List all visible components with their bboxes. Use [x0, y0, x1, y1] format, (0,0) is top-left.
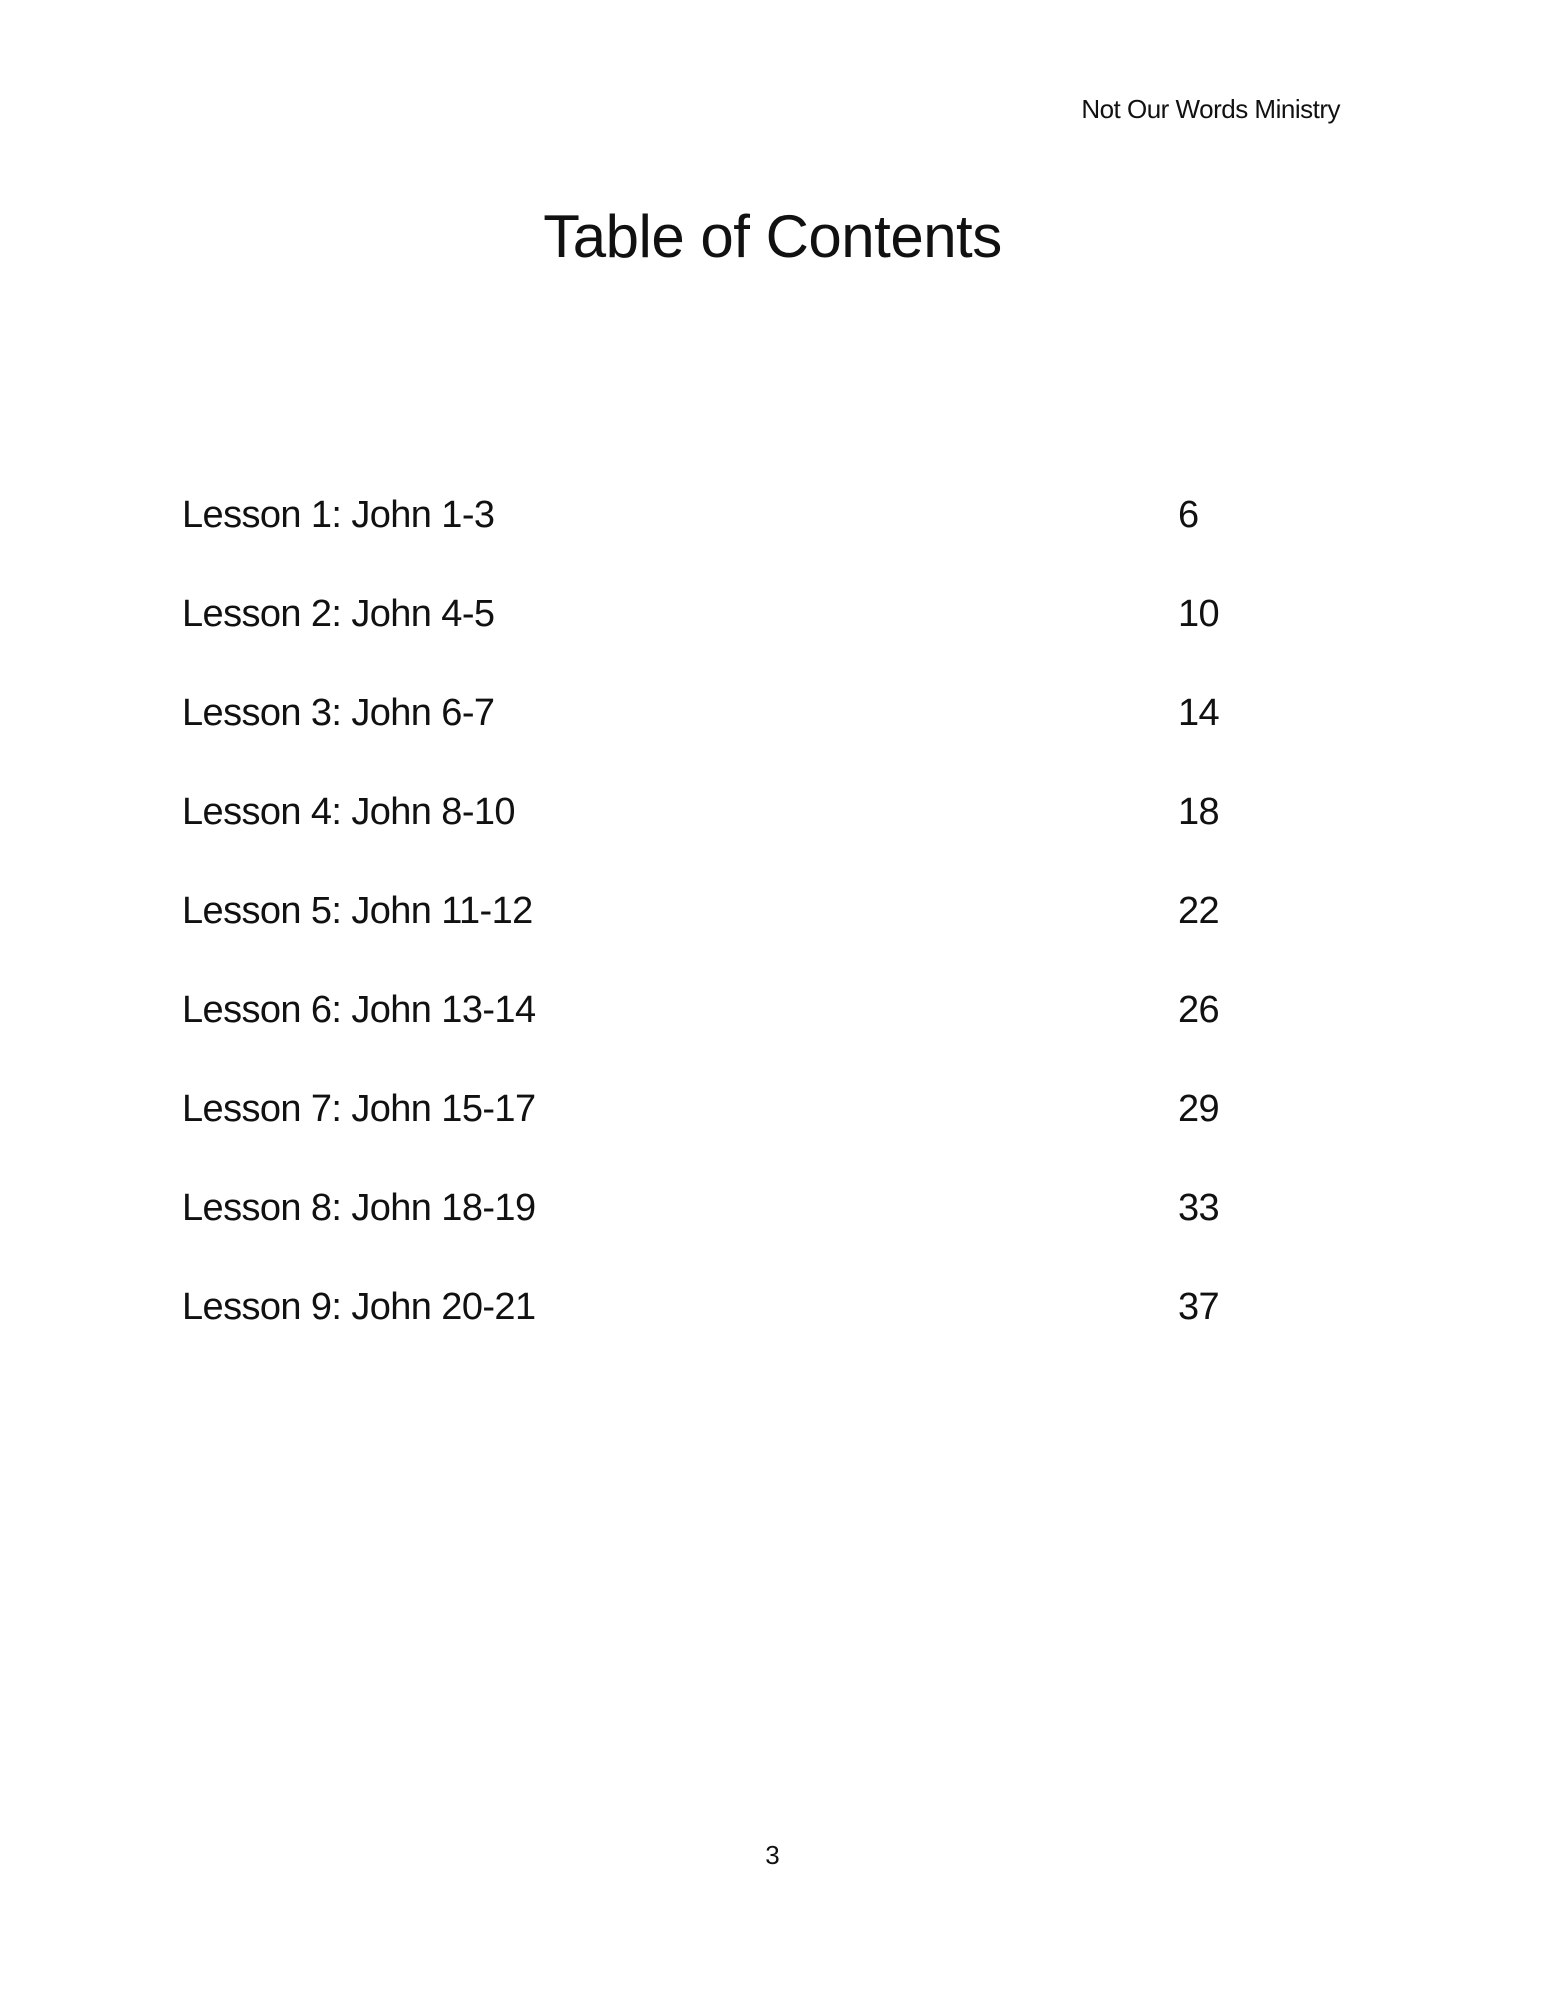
running-header: Not Our Words Ministry [1081, 94, 1340, 124]
toc-entry-label: Lesson 7: John 15-17 [182, 1088, 536, 1130]
page-title: Table of Contents [543, 203, 1002, 270]
toc-entry-label: Lesson 4: John 8-10 [182, 791, 515, 833]
toc-entry-label: Lesson 9: John 20-21 [182, 1286, 536, 1328]
toc-entry-page: 6 [1178, 494, 1199, 536]
toc-entry [182, 989, 1282, 1088]
toc-entry [182, 692, 1282, 791]
toc-entry [182, 890, 1282, 989]
toc-entry [182, 1286, 1282, 1385]
toc-entry [182, 593, 1282, 692]
toc-entry-page: 10 [1178, 593, 1220, 635]
toc-entry-page: 29 [1178, 1088, 1220, 1130]
toc-entry [182, 494, 1282, 593]
toc-entry [182, 1187, 1282, 1286]
toc-entry-page: 37 [1178, 1286, 1220, 1328]
toc-entry-page: 26 [1178, 989, 1220, 1031]
toc-entry-page: 22 [1178, 890, 1220, 932]
toc-entry-label: Lesson 8: John 18-19 [182, 1187, 536, 1229]
toc-entry-label: Lesson 6: John 13-14 [182, 989, 536, 1031]
table-of-contents [182, 494, 1282, 1385]
toc-entry-label: Lesson 3: John 6-7 [182, 692, 495, 734]
toc-entry-label: Lesson 5: John 11-12 [182, 890, 533, 932]
toc-entry-label: Lesson 2: John 4-5 [182, 593, 495, 635]
toc-entry-page: 18 [1178, 791, 1220, 833]
toc-entry [182, 791, 1282, 890]
toc-entry-label: Lesson 1: John 1-3 [182, 494, 495, 536]
toc-entry [182, 1088, 1282, 1187]
toc-entry-page: 33 [1178, 1187, 1220, 1229]
toc-entry-page: 14 [1178, 692, 1220, 734]
page-number: 3 [765, 1840, 780, 1870]
